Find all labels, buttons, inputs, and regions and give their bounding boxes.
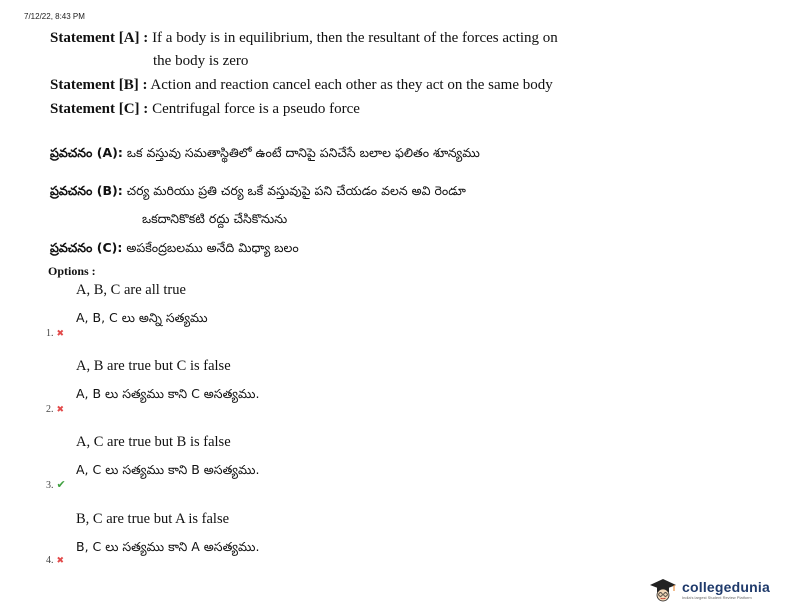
incorrect-cross-icon: ✖ <box>56 405 65 415</box>
statement-c <box>50 101 360 118</box>
options-heading: Options : <box>48 264 96 278</box>
telugu-statement-c-label: ప్రవచనం (C): <box>50 240 123 255</box>
logo-tagline: India's largest Student Review Platform <box>682 594 752 600</box>
option-3-english[interactable]: A, C are true but B is false <box>76 434 231 450</box>
telugu-statement-b <box>50 183 466 202</box>
telugu-statement-a-text: ఒక వస్తువు సమతాస్థితిలో ఉంటే దానిపై పనిచేసే బలాల ఫలితం శూన్యము <box>122 145 480 160</box>
logo-text <box>682 579 770 600</box>
print-timestamp: 7/12/22, 8:43 PM <box>24 12 85 21</box>
statement-a-text: If a body is in equilibrium, then the resultant of the forces acting on <box>148 30 558 46</box>
option-1-number-text: 1. <box>46 328 54 339</box>
option-3-number-text: 3. <box>46 480 54 491</box>
option-1-english[interactable]: A, B, C are all true <box>76 282 186 298</box>
option-3-telugu[interactable]: A, C లు సత్యము కాని B అసత్యము. <box>76 462 260 477</box>
statement-b-text: Action and reaction cancel each other as they act on the same body <box>147 77 553 93</box>
statement-a-continuation: the body is zero <box>153 53 249 69</box>
telugu-statement-a <box>50 145 480 164</box>
option-1-number <box>46 328 64 339</box>
option-4-english[interactable]: B, C are true but A is false <box>76 511 230 527</box>
incorrect-cross-icon: ✖ <box>56 329 65 339</box>
option-4-number <box>46 555 64 566</box>
telugu-statement-c-text: అపకేంద్రబలము అనేది మిధ్యా బలం <box>122 240 299 255</box>
logo-brand-name: collegedunia <box>682 578 770 595</box>
statement-a-label: Statement [A] : <box>50 30 149 46</box>
option-4-number-text: 4. <box>46 555 54 566</box>
option-2-telugu[interactable]: A, B లు సత్యము కాని C అసత్యము. <box>76 386 260 401</box>
option-4-telugu[interactable]: B, C లు సత్యము కాని A అసత్యము. <box>76 539 260 554</box>
option-3-number <box>46 478 66 491</box>
telugu-statement-b-label: ప్రవచనం (B): <box>50 183 123 198</box>
telugu-statement-b-text: చర్య మరియు ప్రతి చర్య ఒకే వస్తువుపై పని చేయడం వలన అవి రెండూ <box>122 183 466 198</box>
statement-b <box>50 77 553 94</box>
telugu-statement-a-label: ప్రవచనం (A): <box>50 145 123 160</box>
statement-a <box>50 30 558 47</box>
telugu-statement-b-continuation: ఒకదానికొకటి రద్దు చేసికొనును <box>142 211 288 226</box>
telugu-statement-c <box>50 240 299 259</box>
statement-b-label: Statement [B] : <box>50 77 148 93</box>
collegedunia-logo[interactable] <box>648 576 770 602</box>
statement-c-label: Statement [C] : <box>50 101 149 117</box>
correct-check-icon: ✔ <box>56 478 66 491</box>
incorrect-cross-icon: ✖ <box>56 556 65 566</box>
option-2-english[interactable]: A, B are true but C is false <box>76 358 231 374</box>
statement-c-text: Centrifugal force is a pseudo force <box>148 101 360 117</box>
option-2-number <box>46 404 64 415</box>
option-1-telugu[interactable]: A, B, C లు అన్ని సత్యము <box>76 310 208 325</box>
option-2-number-text: 2. <box>46 404 54 415</box>
mascot-graduation-cap-icon <box>648 576 678 602</box>
